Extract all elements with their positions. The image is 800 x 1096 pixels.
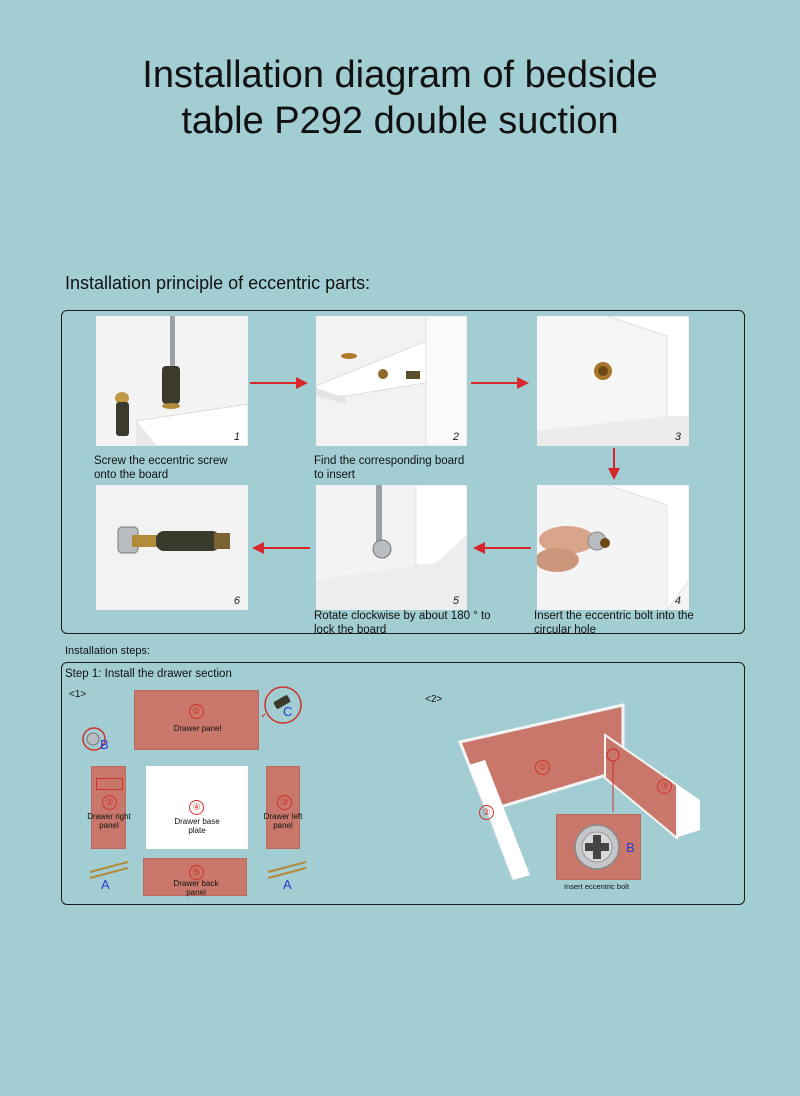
bolt-caption: Insert eccentric bolt (564, 882, 630, 891)
label-line: panel (273, 821, 293, 830)
step1-title: Step 1: Install the drawer section (65, 668, 232, 680)
caption-line: Screw the eccentric screw (94, 455, 228, 467)
label-line: Drawer base (174, 817, 220, 826)
drawer-left-panel-part (266, 766, 300, 849)
insert-bolt-illustration (537, 485, 689, 610)
step-caption-4 (534, 609, 694, 637)
part-label-1: Drawer panel (173, 724, 222, 733)
title-line-2: table P292 double suction (181, 100, 619, 142)
board-insert-illustration (316, 316, 467, 446)
assembly-number-1: ① (535, 760, 550, 775)
part-label-3 (254, 812, 312, 830)
part-number-5: ⑤ (189, 865, 204, 880)
step-number: 3 (674, 431, 681, 443)
caption-line: Rotate clockwise by about 180 ° to (314, 610, 491, 622)
rotate-lock-illustration (316, 485, 467, 610)
drawer-back-panel-part (143, 858, 247, 896)
caption-line: Insert the eccentric bolt into the (534, 610, 694, 622)
step-caption-5 (314, 609, 491, 637)
step-photo-2 (316, 316, 467, 446)
part-label-5 (154, 879, 238, 897)
hole-highlight (96, 778, 123, 790)
part-number-3: ③ (277, 795, 292, 810)
part-label-2 (80, 812, 138, 830)
part-number-4: ④ (189, 800, 204, 815)
caption-line: to insert (314, 469, 355, 481)
label-line: panel (186, 888, 206, 897)
letter-a-left: A (101, 877, 110, 892)
label-line: plate (188, 826, 206, 835)
step-caption-1 (94, 454, 228, 482)
arrow-right-icon (250, 376, 310, 390)
step-number: 1 (233, 431, 240, 443)
caption-line: Find the corresponding board (314, 455, 465, 467)
drawer-panel-part (134, 690, 259, 750)
step-number: 5 (452, 595, 459, 607)
step-caption-2 (314, 454, 464, 482)
assembly-number-3: ③ (657, 779, 672, 794)
circular-hole-illustration (537, 316, 689, 446)
sub-step-1-label: <1> (69, 689, 87, 700)
step-photo-6 (96, 485, 248, 610)
assembly-number-2: ② (479, 805, 494, 820)
step-number: 4 (674, 595, 681, 607)
step-photo-5 (316, 485, 467, 610)
assembled-bolt-illustration (96, 485, 248, 610)
step-number: 6 (233, 595, 240, 607)
arrow-left-icon (250, 541, 310, 555)
label-line: Drawer left (263, 812, 303, 821)
label-line: panel (99, 821, 119, 830)
step-photo-4 (537, 485, 689, 610)
assembly-letter-b: B (626, 840, 635, 855)
caption-line: circular hole (534, 624, 596, 636)
title-line-1: Installation diagram of bedside (142, 54, 658, 96)
part-number-2: ② (102, 795, 117, 810)
arrow-down-icon (607, 448, 621, 482)
drawer-right-panel-part (91, 766, 126, 849)
part-number-1: ① (189, 704, 204, 719)
step-number: 2 (452, 431, 459, 443)
principle-heading: Installation principle of eccentric parts: (65, 273, 371, 293)
page-title (0, 52, 800, 144)
caption-line: onto the board (94, 469, 169, 481)
letter-c: C (283, 704, 293, 719)
step-photo-1 (96, 316, 248, 446)
arrow-left-icon (471, 541, 531, 555)
letter-b: B (100, 737, 109, 752)
letter-a-right: A (283, 877, 292, 892)
part-label-4 (156, 817, 238, 835)
drawer-base-plate-part (146, 766, 248, 849)
sub-step-2-label: <2> (425, 694, 443, 705)
label-line: Drawer back (173, 879, 219, 888)
screw-on-board-illustration (96, 316, 248, 446)
caption-line: lock the board (314, 624, 387, 636)
step-photo-3 (537, 316, 689, 446)
arrow-right-icon (471, 376, 531, 390)
label-line: Drawer right (87, 812, 131, 821)
installation-steps-label: Installation steps: (65, 645, 150, 657)
